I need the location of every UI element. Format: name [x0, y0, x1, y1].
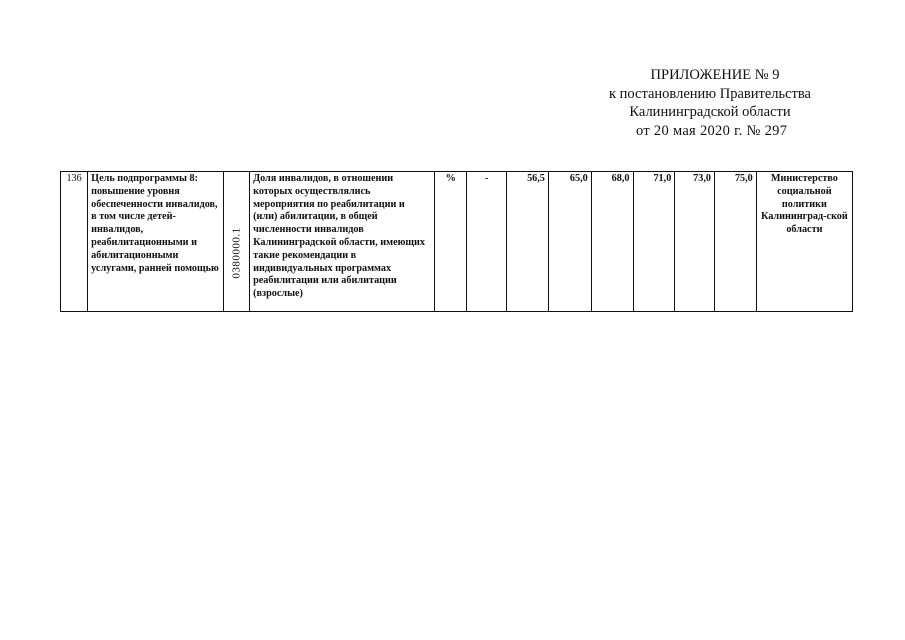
goal-cell: Цель подпрограммы 8: повышение уровня обеспеченности инвалидов, в том числе детей-инвалидов, реабилитационными и абилитационными услугами, ранней помощью	[88, 172, 224, 312]
appendix-title: ПРИЛОЖЕНИЕ № 9	[650, 67, 780, 83]
unit-cell: %	[435, 172, 467, 312]
appendix-region: Калининградской области	[629, 104, 791, 120]
base-value-cell: -	[467, 172, 507, 312]
value-cell: 71,0	[633, 172, 675, 312]
value-cell: 73,0	[675, 172, 715, 312]
value-cell: 56,5	[507, 172, 549, 312]
code-cell	[223, 172, 249, 312]
indicator-table	[60, 171, 853, 312]
value-cell: 65,0	[548, 172, 591, 312]
table-row	[61, 172, 853, 312]
appendix-header	[560, 66, 860, 140]
appendix-date: от 20 мая 2020 г. № 297	[636, 122, 788, 139]
code-text: 0380000.1	[230, 226, 243, 279]
indicator-cell: Доля инвалидов, в отношении которых осуществлялись мероприятия по реабилитации и (или) абилитации, в общей численности инвалидов Калининградской области, имеющих такие рекомендации в индивидуальных программах реабилитации или абилитации (взрослые)	[250, 172, 435, 312]
value-cell: 68,0	[591, 172, 633, 312]
row-number: 136	[61, 172, 88, 312]
appendix-reference: к постановлению Правительства	[609, 85, 811, 102]
responsible-cell: Министерство социальной политики Калининград-ской области	[756, 172, 852, 312]
value-cell: 75,0	[714, 172, 756, 312]
